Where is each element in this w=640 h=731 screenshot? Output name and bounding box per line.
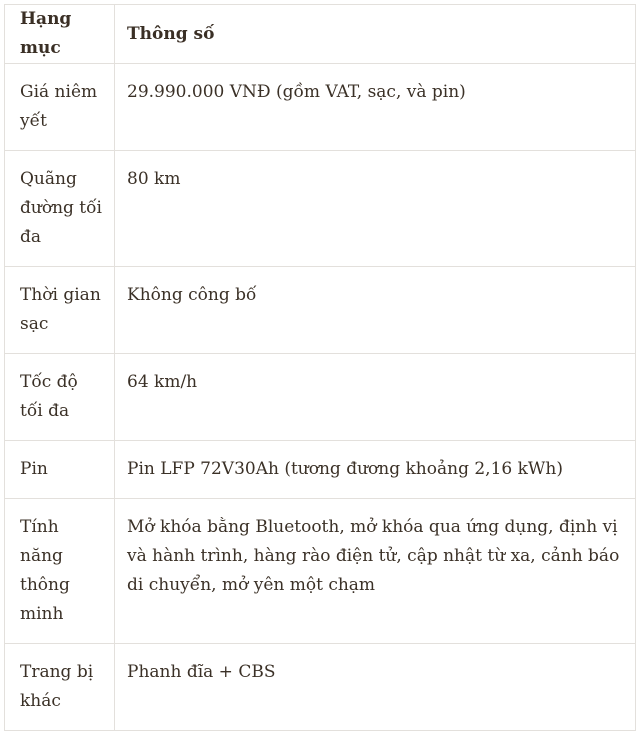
row-label: Thời gian sạc <box>5 267 115 354</box>
table-row <box>5 151 636 267</box>
row-label: Trang bị khác <box>5 644 115 731</box>
table-row <box>5 354 636 441</box>
spec-table <box>4 4 636 731</box>
table-header <box>5 5 636 64</box>
row-value: Phanh đĩa + CBS <box>115 644 636 731</box>
row-label: Tốc độ tối đa <box>5 354 115 441</box>
row-value: Không công bố <box>115 267 636 354</box>
row-value: 64 km/h <box>115 354 636 441</box>
table-row <box>5 644 636 731</box>
row-value: 80 km <box>115 151 636 267</box>
row-label: Quãng đường tối đa <box>5 151 115 267</box>
table-row <box>5 64 636 151</box>
row-label: Tính năng thông minh <box>5 499 115 644</box>
header-category: Hạng mục <box>5 5 115 64</box>
row-label: Giá niêm yết <box>5 64 115 151</box>
row-label: Pin <box>5 441 115 499</box>
table-row <box>5 441 636 499</box>
table-row <box>5 499 636 644</box>
row-value: 29.990.000 VNĐ (gồm VAT, sạc, và pin) <box>115 64 636 151</box>
header-row <box>5 5 636 64</box>
row-value: Pin LFP 72V30Ah (tương đương khoảng 2,16 kWh) <box>115 441 636 499</box>
table-body <box>5 64 636 731</box>
row-value: Mở khóa bằng Bluetooth, mở khóa qua ứng dụng, định vị và hành trình, hàng rào điện tử, cập nhật từ xa, cảnh báo di chuyển, mở yên một chạm <box>115 499 636 644</box>
table-row <box>5 267 636 354</box>
header-spec: Thông số <box>115 5 636 64</box>
